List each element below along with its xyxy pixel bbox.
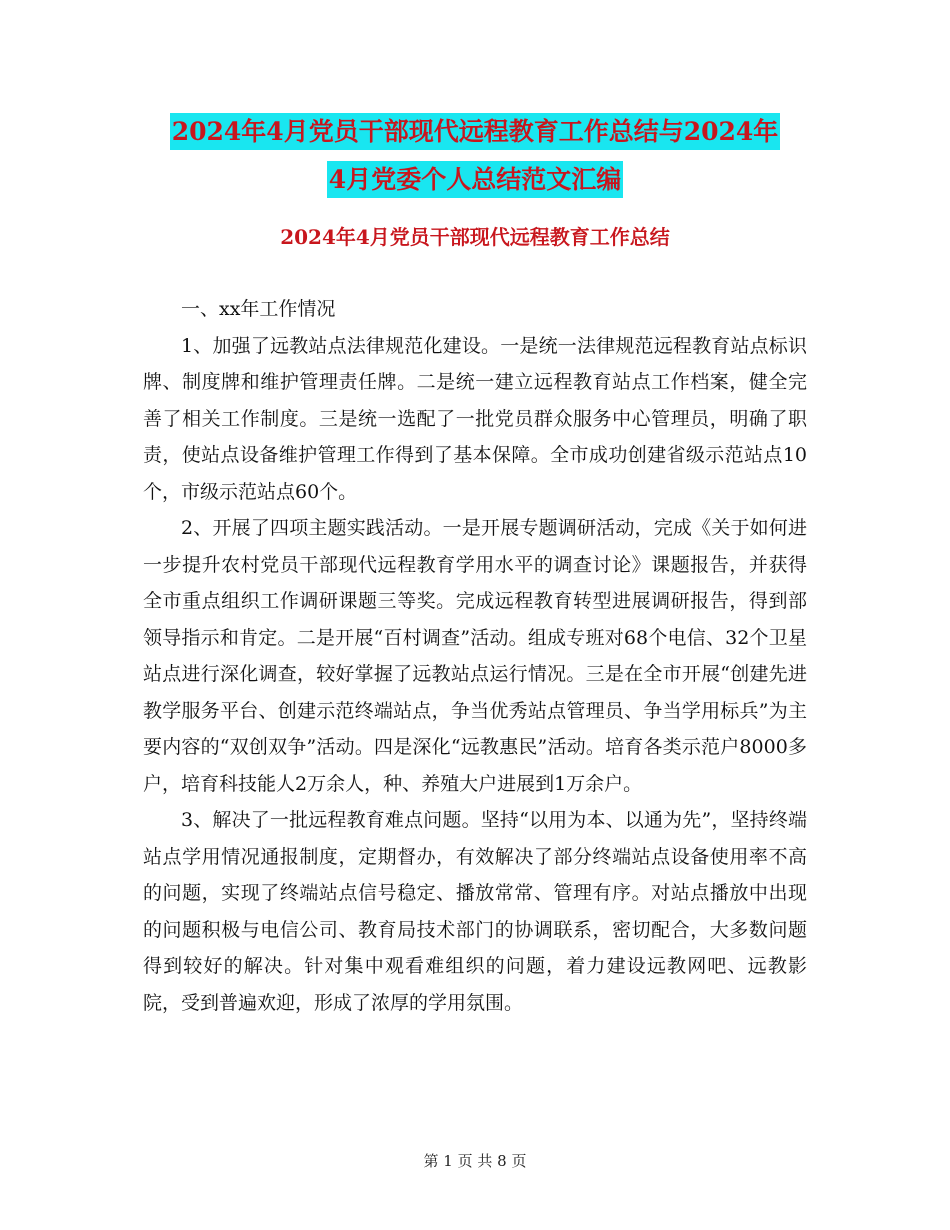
paragraph: 1、加强了远教站点法律规范化建设。一是统一法律规范远程教育站点标识牌、制度牌和维护管理责任牌。二是统一建立远程教育站点工作档案，健全完善了相关工作制度。三是统一选配了一批党员群众服务中心管理员，明确了职责，使站点设备维护管理工作得到了基本保障。全市成功创建省级示范站点10个，市级示范站点60个。	[143, 334, 807, 503]
section-title: 2024年4月党员干部现代远程教育工作总结	[280, 225, 670, 249]
page-number-footer: 第 1 页 共 8 页	[423, 1152, 527, 1170]
document-body	[143, 291, 807, 1021]
document-title-line-1: 2024年4月党员干部现代远程教育工作总结与2024年	[170, 113, 781, 150]
paragraph: 3、解决了一批远程教育难点问题。坚持“以用为本、以通为先”，坚持终端站点学用情况通报制度，定期督办，有效解决了部分终端站点设备使用率不高的问题，实现了终端站点信号稳定、播放常常、管理有序。对站点播放中出现的问题积极与电信公司、教育局技术部门的协调联系，密切配合，大多数问题得到较好的解决。针对集中观看难组织的问题，着力建设远教网吧、远教影院，受到普遍欢迎，形成了浓厚的学用氛围。	[143, 809, 807, 1014]
document-title	[0, 108, 950, 204]
document-title-line-2: 4月党委个人总结范文汇编	[327, 161, 623, 198]
paragraph-heading: 一、xx年工作情况	[181, 298, 336, 320]
paragraph: 2、开展了四项主题实践活动。一是开展专题调研活动，完成《关于如何进一步提升农村党员干部现代远程教育学用水平的调查讨论》课题报告，并获得全市重点组织工作调研课题三等奖。完成远程教育转型进展调研报告，得到部领导指示和肯定。二是开展“百村调查”活动。组成专班对68个电信、32个卫星站点进行深化调查，较好掌握了远教站点运行情况。三是在全市开展“创建先进教学服务平台、创建示范终端站点，争当优秀站点管理员、争当学用标兵”为主要内容的“双创双争”活动。四是深化“远教惠民”活动。培育各类示范户8000多户，培育科技能人2万余人，种、养殖大户进展到1万余户。	[143, 517, 807, 795]
